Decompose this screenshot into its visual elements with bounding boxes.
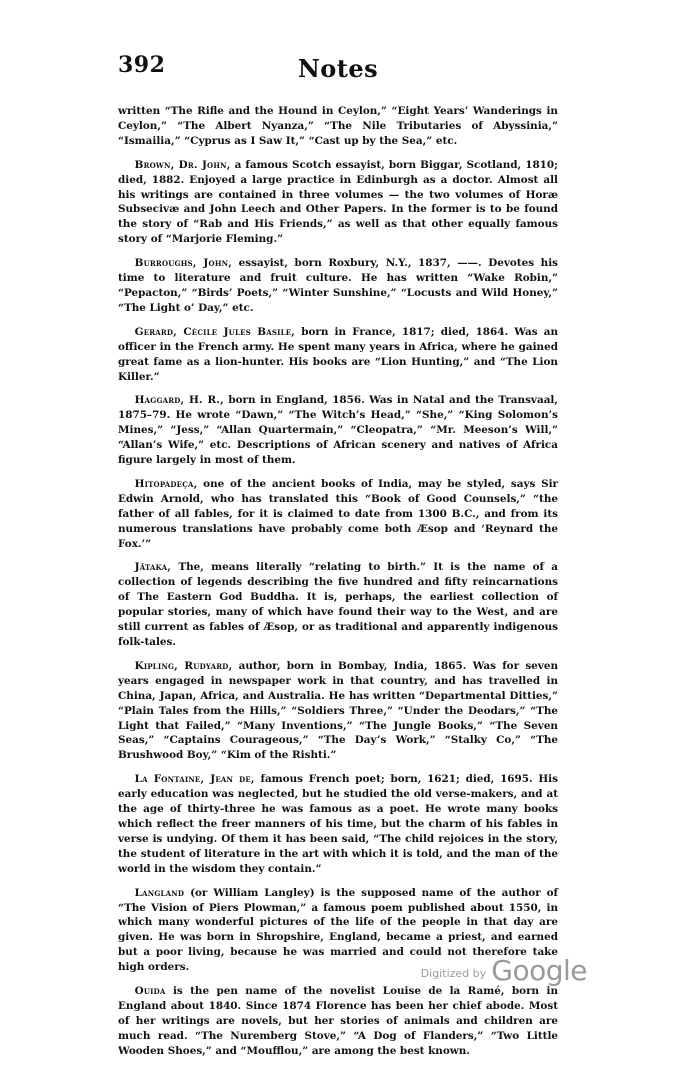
page-number: 392 — [118, 52, 166, 78]
entry-heading: Langland — [134, 886, 185, 899]
entry-heading: Jātaka, — [134, 561, 172, 574]
entry-haggard — [118, 393, 558, 468]
entry-text: born in England, 1856. Was in Natal and the Transvaal, 1875–79. He wrote “Dawn,” “The Witch’s Head,” “She,” “King Solomon’s Mines,” “Jess,” “Allan Quartermain,” “Cleopatra,” “Mr. Meeson’s Will,” “Allan’s Wife,” etc. Descriptions of African scenery and natives of Africa figure largely in most of them. — [118, 394, 558, 467]
entry-text: born in France, 1817; died, 1864. Was an officer in the French army. He spent many years in Africa, where he gained great fame as a lion-hunter. His books are “Lion Hunting,” and “The Lion Killer.” — [118, 325, 559, 383]
entry-text: (or William Langley) is the supposed name of the author of “The Vision of Piers Plowman,” a famous poem published about 1550, in which many wonderful pictures of the life of the people in that day are given. He was born in Shropshire, England, became a priest, and earned but a poor living, because he was married and could not therefore take high orders. — [118, 886, 558, 974]
digitized-watermark — [421, 954, 587, 987]
entry-heading: Burroughs, John, — [134, 257, 233, 270]
entry-hitopadesa — [118, 477, 558, 552]
entry-jataka — [118, 560, 558, 649]
entry-gerard — [118, 325, 558, 385]
notes-body — [118, 104, 558, 1068]
entry-text: essayist, born Roxbury, N.Y., 1837, ——. Devotes his time to literature and fruit culture. He has written “Wake Robin,” “Pepacton,” “Birds’ Poets,” “Winter Sunshine,” “Locusts and Wild Honey,” “The Light o’ Day,” etc. — [118, 257, 558, 314]
entry-heading: Kipling, Rudyard, — [134, 659, 233, 672]
page-header — [118, 52, 558, 92]
entry-text: is the pen name of the novelist Louise de la Ramé, born in England about 1840. Since 1874 Florence has been her chief abode. Most of her writings are novels, but her stories of animals and children are much read. “The Nuremberg Stove,” “A Dog of Flanders,” “Two Little Wooden Shoes,” and “Moufflou,” are among the best known. — [118, 985, 558, 1057]
entry-text: The, means literally “relating to birth.” It is the name of a collection of legends describing the five hundred and fifty reincarnations of The Eastern God Buddha. It is, perhaps, the earliest collection of popular stories, many of which have found their way to the West, and are still current as fables of Æsop, or as traditional and apparently indigenous folk-tales. — [118, 561, 558, 648]
entry-brown — [118, 158, 558, 247]
entry-text: famous French poet; born, 1621; died, 1695. His early education was neglected, but he studied the old verse-makers, and at the age of thirty-three he was famous as a poet. He wrote many books which reflect the freer manners of his time, but the charm of his fables in verse is undying. Of them it has been said, “The child rejoices in the story, the student of literature in the art with which it is told, and the man of the world in the wisdom they contain.” — [118, 773, 558, 875]
entry-baker-continued: written “The Rifle and the Hound in Ceylon,” “Eight Years’ Wanderings in Ceylon,” “The Albert Nyanza,” “The Nile Tributaries of Abyssinia,” “Ismailia,” “Cyprus as I Saw It,” “Cast up by the Sea,” etc. — [118, 105, 558, 147]
entry-text: one of the ancient books of India, may be styled, says Sir Edwin Arnold, who has translated this “Book of Good Counsels,” “the father of all fables, for it is claimed to date from 1300 B.C., and from its numerous translations have probably come both Æsop and ‘Reynard the Fox.’” — [118, 477, 558, 550]
entry-heading: Gerard, Cécile Jules Basile, — [134, 325, 296, 338]
entry-heading: Hitopadeça, — [134, 477, 198, 490]
running-head-title: Notes — [297, 54, 379, 83]
digitized-label: Digitized by — [420, 967, 487, 980]
entry-burroughs — [118, 256, 558, 316]
google-logo-icon: Google — [491, 954, 587, 987]
entry-heading: Ouida — [134, 985, 166, 998]
entry-la-fontaine — [118, 772, 558, 876]
entry-ouida — [118, 984, 558, 1059]
entry-heading: Haggard, H. R., — [134, 394, 224, 407]
entry-kipling — [118, 659, 558, 763]
entry-text: author, born in Bombay, India, 1865. Was for seven years engaged in newspaper work in that country, and has travelled in China, Japan, Africa, and Australia. He has written “Departmental Ditties,” “Plain Tales from the Hills,” “Soldiers Three,” “Under the Deodars,” “The Light that Failed,” “Many Inventions,” “The Jungle Books,” “The Seven Seas,” “Captains Courageous,” “The Day’s Work,” “Stalky Co,” “The Brushwood Boy,” “Kim of the Rishti.” — [118, 659, 558, 762]
entry-heading: La Fontaine, Jean de, — [134, 773, 255, 786]
entry-heading: Brown, Dr. John, — [134, 158, 231, 171]
entry-text: a famous Scotch essayist, born Biggar, Scotland, 1810; died, 1882. Enjoyed a large practice in Edinburgh as a doctor. Almost all his writings are contained in three volumes — the two volumes of Horæ Subsecivæ and John Leech and Other Papers. In the former is to be found the story of “Rab and His Friends,” as well as that other equally famous story of “Marjorie Fleming.” — [118, 158, 558, 246]
